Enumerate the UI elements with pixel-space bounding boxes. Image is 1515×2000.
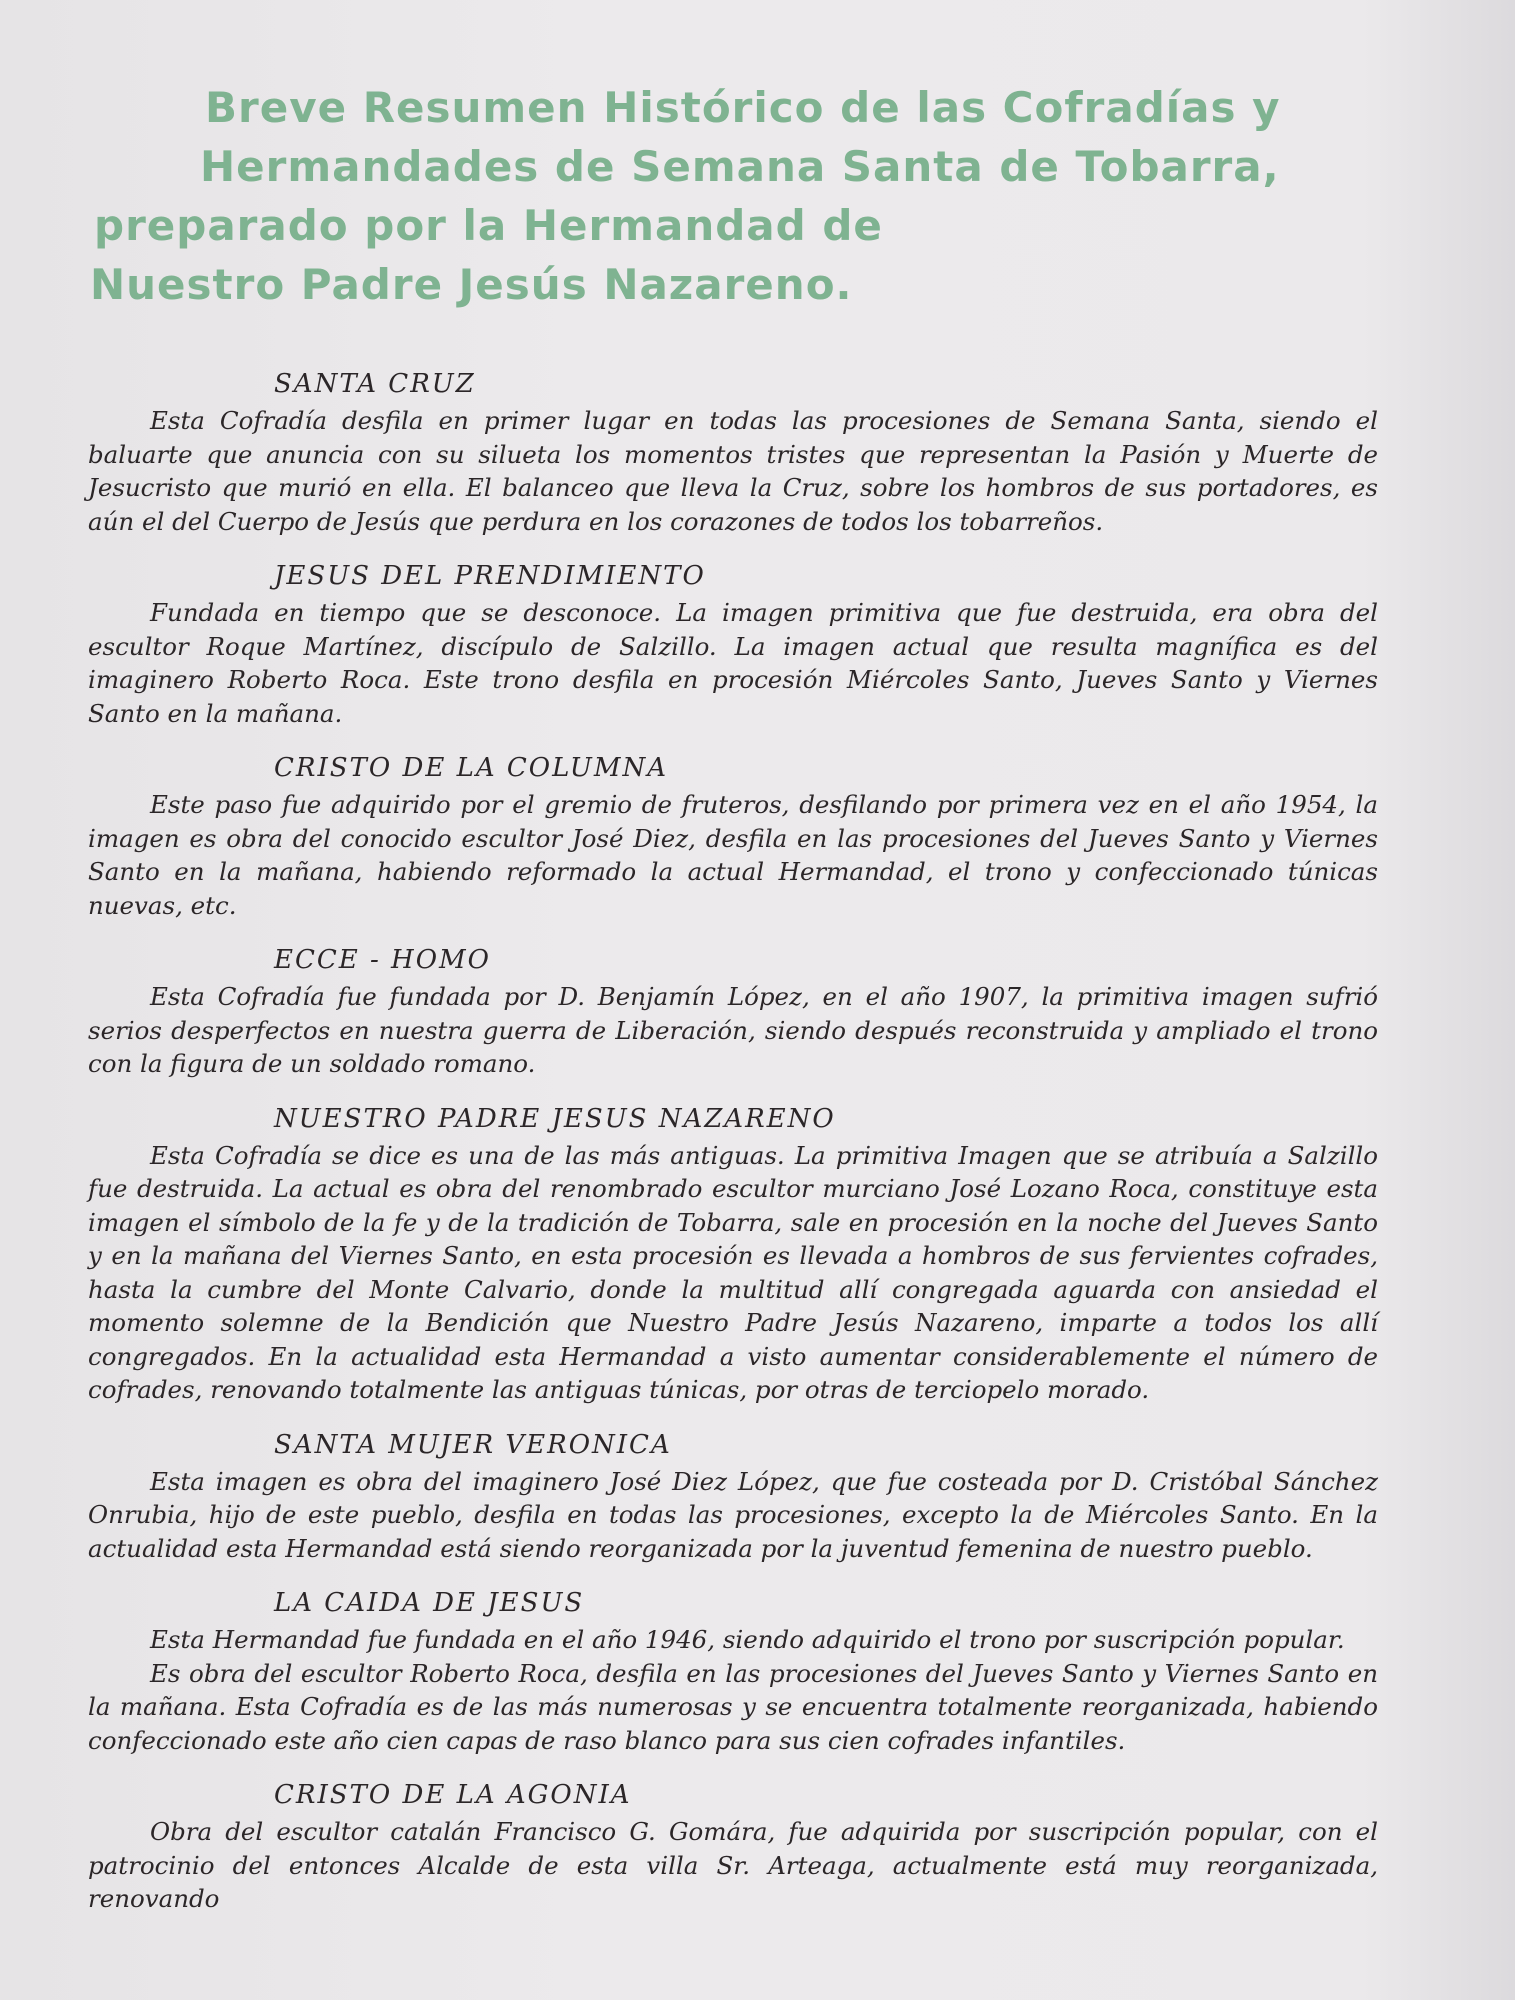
section-cristo-de-la-agonia bbox=[88, 1777, 1378, 1916]
title-line-3: preparado por la Hermandad de bbox=[94, 201, 883, 250]
section-paragraph: Este paso fue adquirido por el gremio de fruteros, desfilando por primera vez en el año 1954, la imagen es obra del conocido escultor José Diez, desfila en las procesiones del Jueves Santo y Viernes Santo en la mañana, habiendo reformado la actual Hermandad, el trono y confeccionado túnicas nuevas, etc. bbox=[88, 790, 1378, 920]
title-line-4: Nuestro Padre Jesús Nazareno. bbox=[90, 260, 853, 309]
document-title bbox=[90, 78, 1430, 314]
section-heading: JESUS DEL PRENDIMIENTO bbox=[274, 561, 706, 591]
title-line-2: Hermandades de Semana Santa de Tobarra, bbox=[200, 142, 1280, 191]
section-heading: NUESTRO PADRE JESUS NAZARENO bbox=[274, 1103, 836, 1134]
section-paragraph: Esta Cofradía desfila en primer lugar en todas las procesiones de Semana Santa, siendo el baluarte que anuncia con su silueta los momentos tristes que representan la Pasión y Muerte de Jesucristo que murió en ella. El balanceo que lleva la Cruz, sobre los hombros de sus portadores, es aún el del Cuerpo de Jesús que perdura en los corazones de todos los tobarreños. bbox=[88, 406, 1378, 536]
section-la-caida-de-jesus bbox=[88, 1585, 1378, 1757]
section-heading: ECCE - HOMO bbox=[274, 945, 491, 975]
section-paragraph: Esta Hermandad fue fundada en el año 1946, siendo adquirido el trono por suscripción popular. bbox=[150, 1625, 1345, 1654]
section-paragraph: Es obra del escultor Roberto Roca, desfila en las procesiones del Jueves Santo y Viernes Santo en la mañana. Esta Cofradía es de las más numerosas y se encuentra totalmente reorganizada, habiendo confeccionado este año cien capas de raso blanco para sus cien cofrades infantiles. bbox=[88, 1658, 1378, 1755]
document-body bbox=[88, 366, 1378, 1936]
section-paragraph: Esta Cofradía se dice es una de las más antiguas. La primitiva Imagen que se atribuía a Salzillo fue destruida. La actual es obra del renombrado escultor murciano José Lozano Roca, constituye esta imagen el símbolo de la fe y de la tradición de Tobarra, sale en procesión en la noche del Jueves Santo y en la mañana del Viernes Santo, en esta procesión es llevada a hombros de sus fervientes cofrades, hasta la cumbre del Monte Calvario, donde la multitud allí congregada aguarda con ansiedad el momento solemne de la Bendición que Nuestro Padre Jesús Nazareno, imparte a todos los allí congregados. En la actualidad esta Hermandad a visto aumentar considerablemente el número de cofrades, renovando totalmente las antiguas túnicas, por otras de terciopelo morado. bbox=[88, 1140, 1378, 1404]
title-line-1: Breve Resumen Histórico de las Cofradías y bbox=[205, 83, 1281, 132]
section-nuestro-padre-jesus-nazareno bbox=[88, 1101, 1378, 1407]
section-jesus-del-prendimiento bbox=[88, 558, 1378, 730]
section-ecce-homo bbox=[88, 942, 1378, 1081]
section-paragraph: Esta imagen es obra del imaginero José Diez López, que fue costeada por D. Cristóbal Sánchez Onrubia, hijo de este pueblo, desfila en todas las procesiones, excepto la de Miércoles Santo. En la actualidad esta Hermandad está siendo reorganizada por la juventud femenina de nuestro pueblo. bbox=[88, 1466, 1378, 1563]
section-santa-mujer-veronica bbox=[88, 1427, 1378, 1566]
section-paragraph: Obra del escultor catalán Francisco G. Gomára, fue adquirida por suscripción popular, con el patrocinio del entonces Alcalde de esta villa Sr. Arteaga, actualmente está muy reorganizada, renovando bbox=[88, 1817, 1378, 1913]
section-paragraph: Fundada en tiempo que se desconoce. La imagen primitiva que fue destruida, era obra del escultor Roque Martínez, discípulo de Salzillo. La imagen actual que resulta magnífica es del imaginero Roberto Roca. Este trono desfila en procesión Miércoles Santo, Jueves Santo y Viernes Santo en la mañana. bbox=[88, 598, 1378, 728]
section-heading: LA CAIDA DE JESUS bbox=[274, 1588, 585, 1618]
section-heading: CRISTO DE LA AGONIA bbox=[274, 1780, 632, 1810]
section-paragraph: Esta Cofradía fue fundada por D. Benjamín López, en el año 1907, la primitiva imagen sufrió serios desperfectos en nuestra guerra de Liberación, siendo después reconstruida y ampliado el trono con la figura de un soldado romano. bbox=[88, 982, 1378, 1078]
section-heading: SANTA CRUZ bbox=[274, 369, 476, 399]
section-santa-cruz bbox=[88, 366, 1378, 538]
section-heading: SANTA MUJER VERONICA bbox=[274, 1429, 672, 1460]
section-cristo-de-la-columna bbox=[88, 750, 1378, 922]
section-heading: CRISTO DE LA COLUMNA bbox=[274, 753, 668, 783]
